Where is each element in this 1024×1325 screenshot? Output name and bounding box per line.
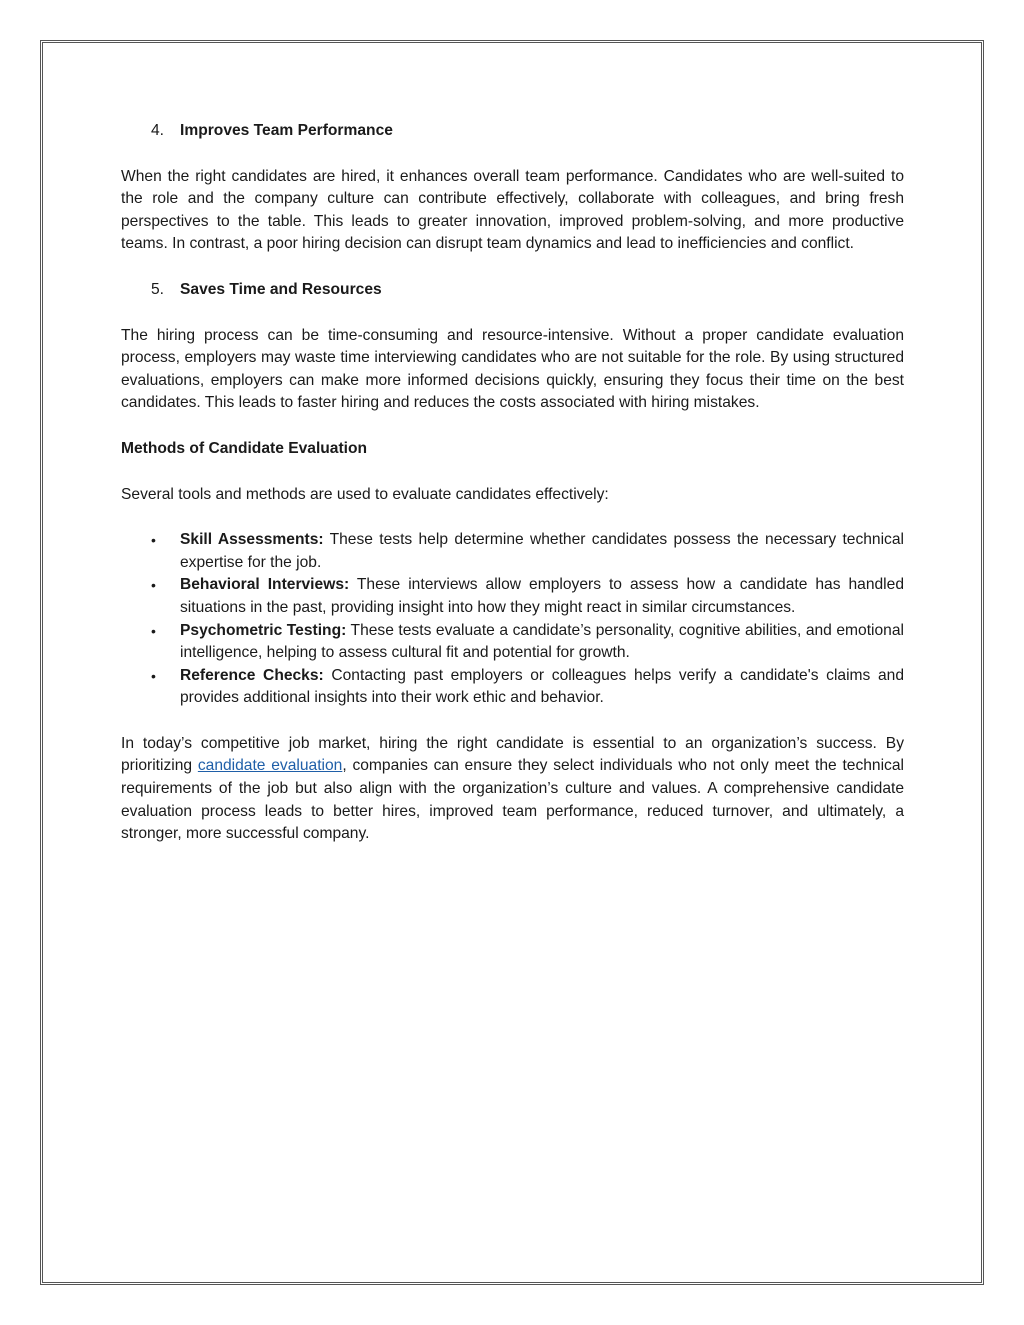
conclusion-text-end: , companies can ensure they select individuals who not only meet the technical requirements of the job but also align with the organization’s culture and values. A comprehensive candidate evaluation process leads to better hires, improved team performance, reduced turnover, and ultimately, a stronger, more successful company.	[121, 757, 904, 843]
bullet-icon: •	[151, 667, 156, 684]
bullet-icon: •	[151, 577, 156, 594]
method-term: Reference Checks:	[180, 666, 324, 684]
candidate-evaluation-link[interactable]: candidate evaluation	[197, 757, 343, 775]
methods-heading: Methods of Candidate Evaluation	[121, 439, 368, 457]
method-description: These tests help determine whether candidates possess the necessary technical expertise for the job.	[180, 531, 904, 571]
list-item	[121, 620, 904, 665]
method-term: Psychometric Testing:	[180, 621, 347, 639]
methods-intro: Several tools and methods are used to evaluate candidates effectively:	[121, 485, 609, 503]
section-heading-team-performance	[121, 120, 904, 143]
list-item	[121, 529, 904, 574]
method-description: Contacting past employers or colleagues helps verify a candidate's claims and provides additional insights into their work ethic and behavior.	[180, 666, 904, 707]
method-term: Behavioral Interviews:	[180, 576, 350, 594]
section-heading-saves-time	[121, 279, 904, 302]
list-item	[121, 665, 904, 710]
document-body	[121, 120, 904, 846]
saves-time-paragraph: The hiring process can be time-consuming and resource-intensive. Without a proper candidate evaluation process, employers may waste time interviewing candidates who are not suitable for the role. By using structured evaluations, employers can make more informed decisions quickly, ensuring they focus their time on the best candidates. This leads to faster hiring and reduces the costs associated with hiring mistakes.	[121, 326, 904, 412]
list-item	[121, 574, 904, 619]
section-title: Saves Time and Resources	[180, 280, 382, 298]
method-description: These tests evaluate a candidate’s personality, cognitive abilities, and emotional intelligence, helping to assess cultural fit and potential for growth.	[180, 621, 904, 662]
method-description: These interviews allow employers to assess how a candidate has handled situations in the past, providing insight into how they might react in similar circumstances.	[180, 576, 904, 616]
section-title: Improves Team Performance	[180, 122, 393, 139]
bullet-icon: •	[151, 532, 156, 549]
method-term: Skill Assessments:	[180, 531, 324, 549]
methods-list	[121, 529, 904, 710]
section-number: 5.	[151, 280, 165, 298]
conclusion-text-start: In today’s competitive job market, hiring the right candidate is essential to an organization’s success. By prioritizing	[121, 734, 904, 775]
section-number: 4.	[151, 122, 165, 139]
conclusion-paragraph	[121, 733, 904, 846]
team-performance-paragraph: When the right candidates are hired, it enhances overall team performance. Candidates who are well-suited to the role and the company culture can contribute effectively, collaborate with colleagues, and bring fresh perspectives to the table. This leads to greater innovation, improved problem-solving, and more productive teams. In contrast, a poor hiring decision can disrupt team dynamics and lead to inefficiencies and conflict.	[121, 167, 904, 253]
bullet-icon: •	[151, 622, 156, 639]
